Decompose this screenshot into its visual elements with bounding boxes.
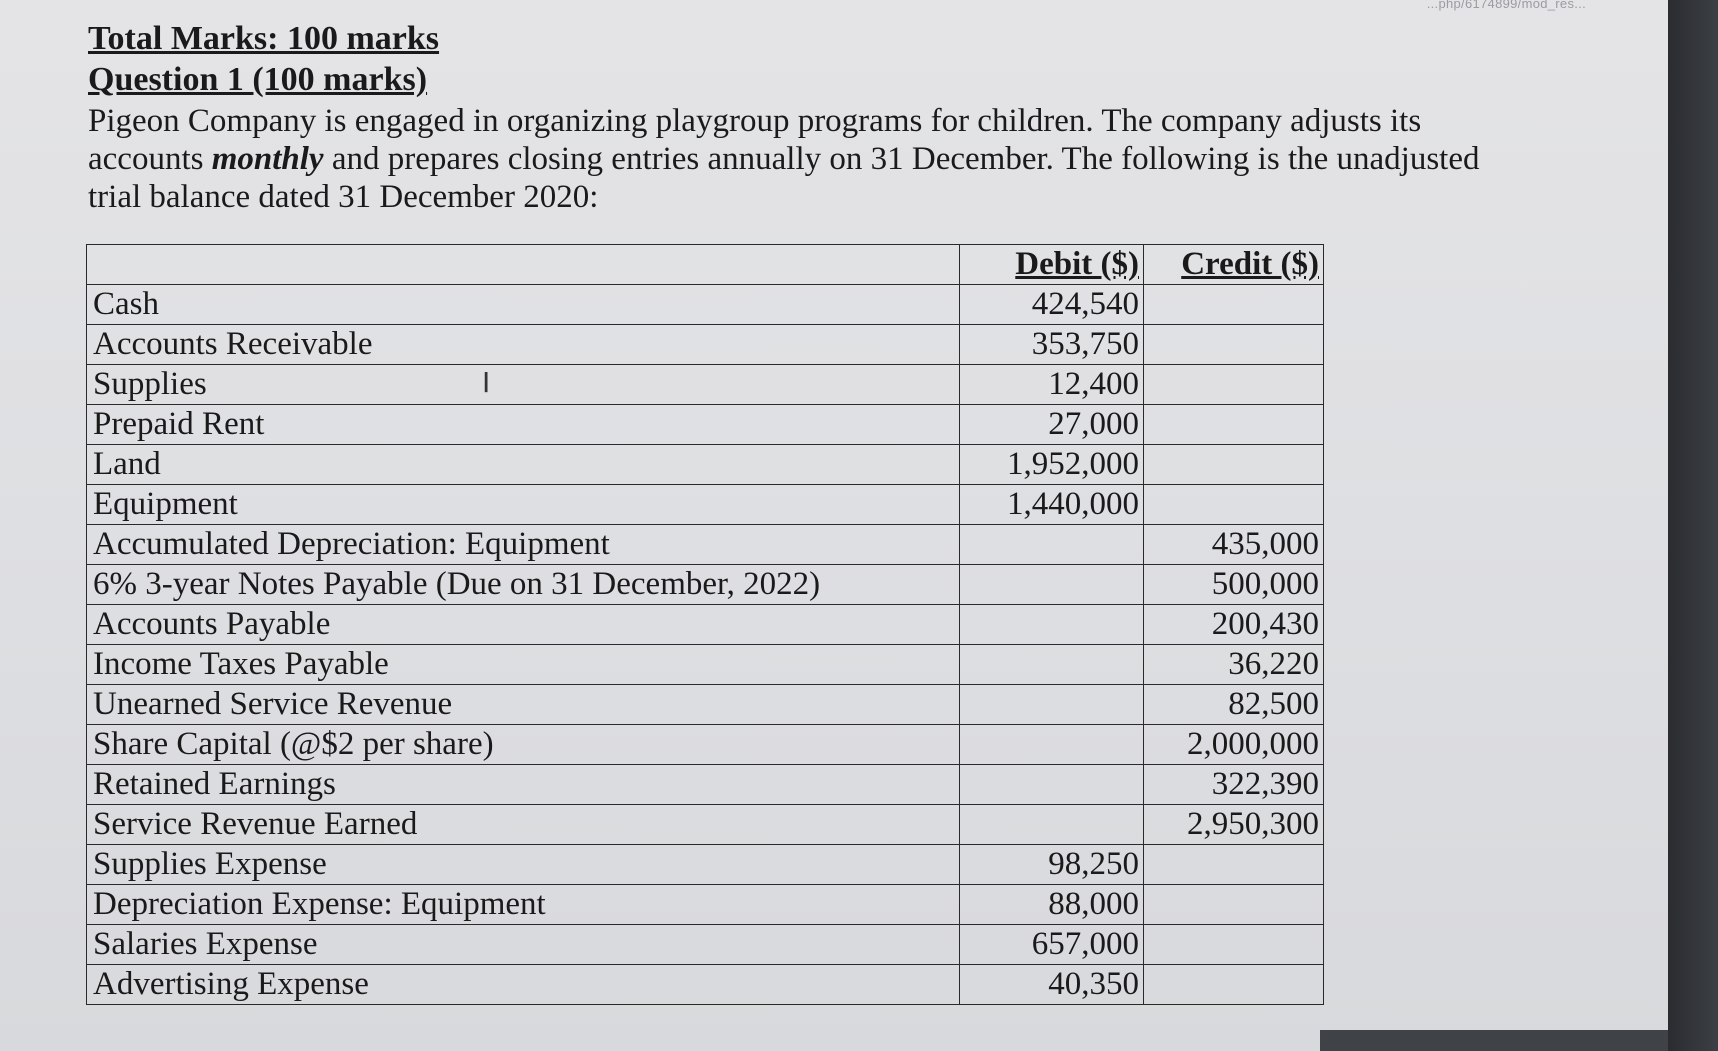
credit-cell bbox=[1144, 285, 1324, 325]
header-debit: Debit ($) bbox=[960, 245, 1144, 285]
table-row bbox=[87, 965, 1324, 1005]
credit-cell bbox=[1144, 925, 1324, 965]
account-cell: Retained Earnings bbox=[87, 765, 960, 805]
debit-cell bbox=[960, 525, 1144, 565]
debit-cell bbox=[960, 565, 1144, 605]
table-row bbox=[87, 485, 1324, 525]
table-row bbox=[87, 725, 1324, 765]
table-row bbox=[87, 285, 1324, 325]
account-cell: Advertising Expense bbox=[87, 965, 960, 1005]
debit-cell: 27,000 bbox=[960, 405, 1144, 445]
debit-cell: 12,400 bbox=[960, 365, 1144, 405]
debit-cell: 1,952,000 bbox=[960, 445, 1144, 485]
account-cell: Supplies bbox=[87, 365, 960, 405]
table-row bbox=[87, 365, 1324, 405]
account-cell: Accumulated Depreciation: Equipment bbox=[87, 525, 960, 565]
credit-cell: 2,000,000 bbox=[1144, 725, 1324, 765]
account-cell: Income Taxes Payable bbox=[87, 645, 960, 685]
account-cell: Cash bbox=[87, 285, 960, 325]
table-row bbox=[87, 805, 1324, 845]
credit-cell: 2,950,300 bbox=[1144, 805, 1324, 845]
debit-cell: 98,250 bbox=[960, 845, 1144, 885]
trial-balance-table bbox=[86, 244, 1324, 1005]
table-row bbox=[87, 325, 1324, 365]
debit-cell: 1,440,000 bbox=[960, 485, 1144, 525]
credit-cell bbox=[1144, 445, 1324, 485]
header-account bbox=[87, 245, 960, 285]
account-cell: Service Revenue Earned bbox=[87, 805, 960, 845]
debit-cell bbox=[960, 805, 1144, 845]
credit-cell: 82,500 bbox=[1144, 685, 1324, 725]
credit-cell: 500,000 bbox=[1144, 565, 1324, 605]
intro-emphasis: monthly bbox=[211, 141, 324, 177]
credit-cell bbox=[1144, 885, 1324, 925]
account-cell: Land bbox=[87, 445, 960, 485]
table-row bbox=[87, 525, 1324, 565]
account-cell: Supplies Expense bbox=[87, 845, 960, 885]
debit-cell: 88,000 bbox=[960, 885, 1144, 925]
credit-cell: 200,430 bbox=[1144, 605, 1324, 645]
debit-cell bbox=[960, 685, 1144, 725]
intro-part1: Pigeon Company is engaged in organizing playgroup programs for children. The company adjusts its accounts bbox=[88, 103, 1422, 177]
table-row bbox=[87, 645, 1324, 685]
debit-cell bbox=[960, 725, 1144, 765]
debit-cell bbox=[960, 605, 1144, 645]
account-cell: Depreciation Expense: Equipment bbox=[87, 885, 960, 925]
debit-cell: 353,750 bbox=[960, 325, 1144, 365]
account-cell: Prepaid Rent bbox=[87, 405, 960, 445]
table-row bbox=[87, 685, 1324, 725]
table-row bbox=[87, 445, 1324, 485]
credit-cell: 322,390 bbox=[1144, 765, 1324, 805]
debit-cell bbox=[960, 765, 1144, 805]
question-header bbox=[88, 18, 1508, 216]
table-row bbox=[87, 565, 1324, 605]
account-cell: 6% 3-year Notes Payable (Due on 31 December, 2022) bbox=[87, 565, 960, 605]
question-intro bbox=[88, 102, 1508, 216]
total-marks: Total Marks: 100 marks bbox=[88, 20, 440, 57]
debit-cell bbox=[960, 645, 1144, 685]
debit-cell: 424,540 bbox=[960, 285, 1144, 325]
intro-part2: and prepares closing entries annually on 31 December. The following is the unadjusted trial balance dated 31 December 2020: bbox=[88, 141, 1480, 215]
account-cell: Equipment bbox=[87, 485, 960, 525]
account-cell: Accounts Payable bbox=[87, 605, 960, 645]
table-row bbox=[87, 925, 1324, 965]
table-header-row bbox=[87, 245, 1324, 285]
monitor-bezel bbox=[1668, 0, 1718, 1051]
table-row bbox=[87, 605, 1324, 645]
account-cell: Salaries Expense bbox=[87, 925, 960, 965]
account-cell: Accounts Receivable bbox=[87, 325, 960, 365]
credit-cell: 36,220 bbox=[1144, 645, 1324, 685]
credit-cell bbox=[1144, 325, 1324, 365]
table-row bbox=[87, 885, 1324, 925]
url-fragment: ...php/6174899/mod_res... bbox=[1426, 0, 1586, 11]
account-cell: Unearned Service Revenue bbox=[87, 685, 960, 725]
credit-cell bbox=[1144, 485, 1324, 525]
text-cursor-icon: I bbox=[482, 366, 491, 399]
credit-cell: 435,000 bbox=[1144, 525, 1324, 565]
credit-cell bbox=[1144, 365, 1324, 405]
credit-cell bbox=[1144, 405, 1324, 445]
taskbar-edge bbox=[1320, 1030, 1668, 1051]
account-cell: Share Capital (@$2 per share) bbox=[87, 725, 960, 765]
debit-cell: 40,350 bbox=[960, 965, 1144, 1005]
credit-cell bbox=[1144, 845, 1324, 885]
question-heading: Question 1 (100 marks) bbox=[88, 61, 428, 98]
credit-cell bbox=[1144, 965, 1324, 1005]
debit-cell: 657,000 bbox=[960, 925, 1144, 965]
table-row bbox=[87, 405, 1324, 445]
table-row bbox=[87, 845, 1324, 885]
table-row bbox=[87, 765, 1324, 805]
header-credit: Credit ($) bbox=[1144, 245, 1324, 285]
